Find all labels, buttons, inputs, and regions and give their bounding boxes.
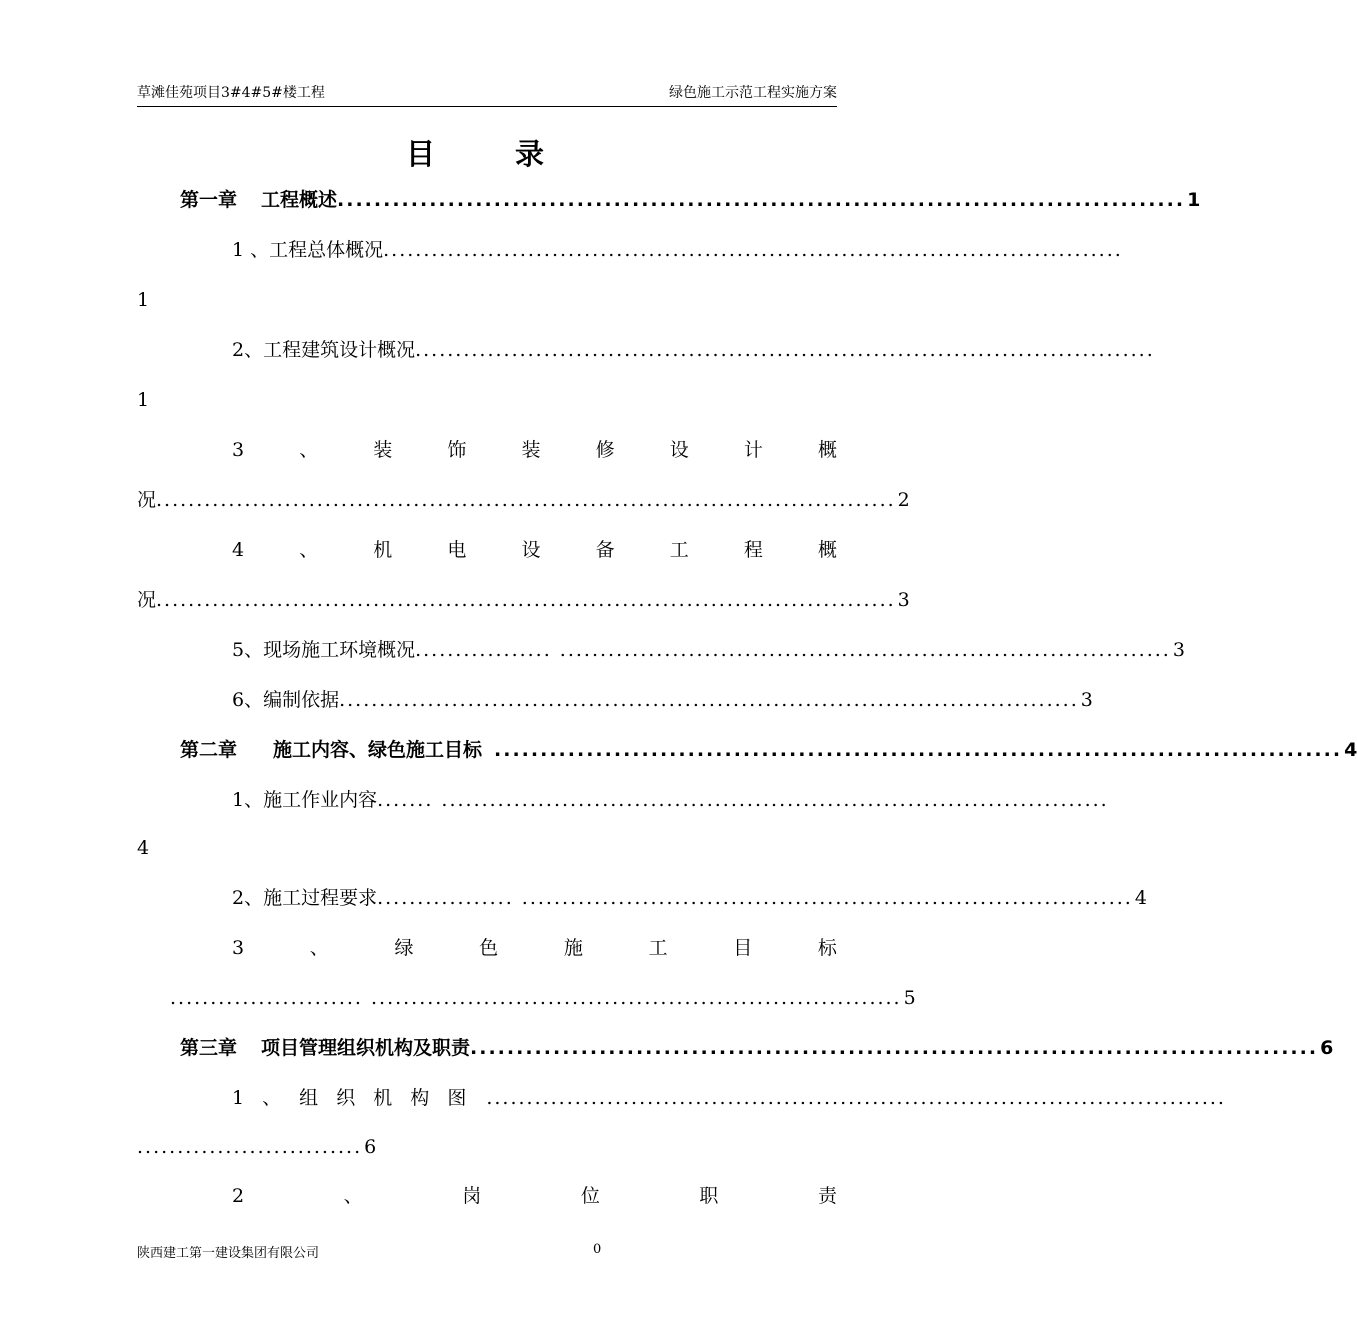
entry-text: 1、施工作业内容 xyxy=(232,789,378,811)
page-ref: 6 xyxy=(364,1136,377,1158)
entry-char: 概 xyxy=(817,539,837,561)
entry-char: 3 xyxy=(232,937,245,959)
entry-text: 况 xyxy=(137,589,157,611)
entry-text: 1 、工程总体概况 xyxy=(232,239,384,261)
entry-char: 施 xyxy=(563,937,583,959)
toc-entry-1-4[interactable] xyxy=(232,535,837,565)
entry-text: 况 xyxy=(137,489,157,511)
entry-char: 责 xyxy=(817,1185,837,1207)
chapter-title: 工程概述 xyxy=(261,189,338,211)
entry-char: 饰 xyxy=(447,439,467,461)
footer-company: 陕西建工第一建设集团有限公司 xyxy=(137,1246,320,1261)
entry-char: 装 xyxy=(521,439,541,461)
leader-dots: ............................................................................................ xyxy=(156,589,896,611)
entry-char: 色 xyxy=(479,937,499,959)
entry-char: 计 xyxy=(743,439,763,461)
page-ref: 4 xyxy=(1344,739,1357,761)
entry-char: 工 xyxy=(669,539,689,561)
leader-dots: ................. ............................................................................ xyxy=(415,639,1171,661)
entry-text: 1 、 组 织 机 构 图 xyxy=(232,1087,473,1109)
leader-dots: ............................ xyxy=(137,1136,363,1158)
entry-char: 电 xyxy=(447,539,467,561)
toc-entry-2-3-cont[interactable] xyxy=(170,983,916,1013)
entry-text: 5、现场施工环境概况 xyxy=(232,639,416,661)
toc-chapter-1[interactable] xyxy=(180,185,1201,215)
chapter-title: 施工内容、绿色施工目标 xyxy=(273,739,483,761)
toc-entry-1-6[interactable] xyxy=(232,685,1093,715)
chapter-label: 第二章 xyxy=(180,739,238,761)
page-ref: 1 xyxy=(1187,189,1201,211)
entry-char: 程 xyxy=(743,539,763,561)
entry-char: 、 xyxy=(343,1185,363,1207)
entry-char: 工 xyxy=(648,937,668,959)
page-ref: 5 xyxy=(903,987,916,1009)
entry-char: 备 xyxy=(595,539,615,561)
chapter-title: 项目管理组织机构及职责 xyxy=(261,1037,471,1059)
toc-entry-1-3-cont[interactable] xyxy=(137,485,910,515)
entry-char: 、 xyxy=(309,937,329,959)
toc-entry-1-4-cont[interactable] xyxy=(137,585,910,615)
leader-dots: ............................................................................................ xyxy=(339,689,1079,711)
entry-char: 标 xyxy=(817,937,837,959)
entry-char: 概 xyxy=(817,439,837,461)
page-ref: 4 xyxy=(1134,887,1147,909)
entry-char: 设 xyxy=(521,539,541,561)
entry-char: 绿 xyxy=(394,937,414,959)
page-ref-1-2: 1 xyxy=(137,389,150,411)
toc-entry-3-1[interactable] xyxy=(232,1083,1226,1113)
toc-chapter-3[interactable] xyxy=(180,1033,1334,1063)
toc-title: 目录 xyxy=(405,137,624,171)
leader-dots: ....... ................................................................................... xyxy=(377,789,1109,811)
leader-dots: ............................................................................................ xyxy=(383,239,1123,261)
leader-dots: ............................................................................................ xyxy=(415,339,1155,361)
entry-char: 机 xyxy=(373,539,393,561)
toc-entry-2-3[interactable] xyxy=(232,933,837,963)
leader-dots: ............................................................................................ xyxy=(337,189,1186,211)
page-ref: 2 xyxy=(897,489,910,511)
footer-page-number: 0 xyxy=(593,1242,602,1257)
leader-dots: ........................ .................................................................. xyxy=(170,987,902,1009)
entry-char: 3 xyxy=(232,439,245,461)
entry-text: 6、编制依据 xyxy=(232,689,340,711)
toc-entry-3-2[interactable] xyxy=(232,1181,837,1211)
page-header xyxy=(137,82,837,107)
toc-entry-2-2[interactable] xyxy=(232,883,1147,913)
entry-char: 修 xyxy=(595,439,615,461)
entry-char: 目 xyxy=(733,937,753,959)
page-ref-2-1: 4 xyxy=(137,837,150,859)
header-document-title: 绿色施工示范工程实施方案 xyxy=(669,85,837,101)
entry-text: 2、工程建筑设计概况 xyxy=(232,339,416,361)
page-ref: 3 xyxy=(897,589,910,611)
toc-chapter-2[interactable] xyxy=(180,735,1357,765)
chapter-label: 第三章 xyxy=(180,1037,238,1059)
toc-entry-3-1-cont[interactable] xyxy=(137,1132,377,1162)
toc-entry-1-5[interactable] xyxy=(232,635,1185,665)
page-ref: 3 xyxy=(1172,639,1185,661)
entry-char: 职 xyxy=(699,1185,719,1207)
entry-char: 位 xyxy=(580,1185,600,1207)
entry-char: 、 xyxy=(299,439,319,461)
chapter-label: 第一章 xyxy=(180,189,238,211)
entry-char: 、 xyxy=(299,539,319,561)
entry-char: 设 xyxy=(669,439,689,461)
leader-dots: ............................................................................................ xyxy=(156,489,896,511)
toc-entry-1-1[interactable] xyxy=(232,235,1123,265)
toc-entry-1-3[interactable] xyxy=(232,435,837,465)
page-ref: 6 xyxy=(1320,1037,1334,1059)
leader-dots: ................. ............................................................................ xyxy=(377,887,1133,909)
entry-char: 岗 xyxy=(462,1185,482,1207)
entry-char: 装 xyxy=(373,439,393,461)
leader-dots: ............................................................................................ xyxy=(486,1087,1226,1109)
entry-text: 2、施工过程要求 xyxy=(232,887,378,909)
header-project-name: 草滩佳苑项目3#4#5#楼工程 xyxy=(137,85,325,101)
leader-dots: ............................................................................................ xyxy=(494,739,1343,761)
page-ref: 3 xyxy=(1080,689,1093,711)
page-ref-1-1: 1 xyxy=(137,289,150,311)
leader-dots: ............................................................................................ xyxy=(470,1037,1319,1059)
entry-char: 2 xyxy=(232,1185,245,1207)
toc-entry-1-2[interactable] xyxy=(232,335,1155,365)
toc-entry-2-1[interactable] xyxy=(232,785,1109,815)
entry-char: 4 xyxy=(232,539,245,561)
